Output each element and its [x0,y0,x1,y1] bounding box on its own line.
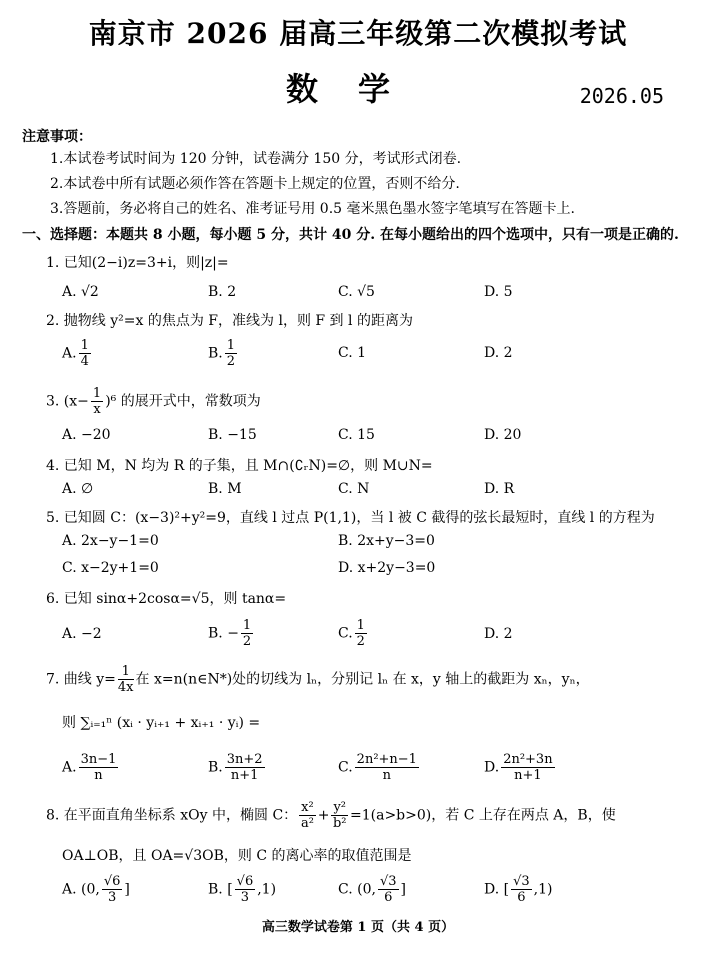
exam-date: 2026.05 [579,84,664,108]
q5-option-c: C. x−2y+1=0 [62,560,159,576]
q4-option-a: A. ∅ [62,481,94,497]
note-item: 1.本试卷考试时间为 120 分钟，试卷满分 150 分，考试形式闭卷. [50,151,462,167]
note-item: 2.本试卷中所有试题必须作答在答题卡上规定的位置，否则不给分. [50,176,460,192]
q8-option-c: C. (0, $\frac{√3}{6}$ ] [338,874,406,905]
q1-option-b: B. 2 [208,284,237,300]
fraction: $\frac{1}{2}$ [356,618,365,649]
question-5-stem: 5. 已知圆 C：(x−3)²+y²=9，直线 l 过点 P(1,1)，当 l 被 C 截得的弦长最短时，直线 l 的方程为 [46,510,655,526]
question-7-line2: 则 ∑ᵢ₌₁ⁿ (xᵢ · yᵢ₊₁ + xᵢ₊₁ · yᵢ) = [62,715,261,731]
question-7-stem: 7. 曲线 y= $\frac{1}{4x}$ 在 x=n(n∈N*)处的切线为 lₙ，分别记 lₙ 在 x，y 轴上的截距为 xₙ，yₙ， [46,664,590,695]
fraction: $\frac{1}{4x}$ [117,664,134,695]
q3-option-b: B. −15 [208,427,257,443]
q7-option-c: C. $\frac{\text{2n²+n−1}}{n}$ [338,752,417,783]
q2-option-c: C. 1 [338,345,367,361]
q4-option-b: B. M [208,481,242,497]
question-2-stem: 2. 抛物线 y²=x 的焦点为 F，准线为 l，则 F 到 l 的距离为 [46,313,413,329]
q5-option-d: D. x+2y−3=0 [338,560,436,576]
question-4-stem: 4. 已知 M，N 均为 R 的子集，且 M∩(∁ᵣN)=∅，则 M∪N= [46,458,433,474]
fraction: $\frac{3n-1}{n}$ [80,752,117,783]
fraction: $\frac{1}{4}$ [80,338,89,369]
question-1-stem: 1. 已知(2−i)z=3+i，则|z|= [46,255,229,271]
q7-option-a: A. $\frac{3n-1}{n}$ [62,752,117,783]
fraction: $\frac{√3}{6}$ [379,874,397,905]
q5-option-b: B. 2x+y−3=0 [338,533,435,549]
fraction: $\frac{1}{2}$ [226,338,236,369]
q5-option-a: A. 2x−y−1=0 [62,533,159,549]
exam-title: 南京市 2026 届高三年级第二次模拟考试 [88,17,628,50]
question-8-stem: 8. 在平面直角坐标系 xOy 中，椭圆 C： $\frac{\text{x²}}{\text{a²}}$ + $\frac{\text{y²}}{\text{b²}}$ =1(a>b>0)，若 C 上存在两点 A，B，使 [46,800,616,831]
question-8-line2: OA⊥OB，且 OA=√3OB，则 C 的离心率的取值范围是 [62,848,412,864]
fraction: $\frac{1}{x}$ [92,386,102,417]
fraction: $\frac{\text{2n²+3n}}{n+1}$ [503,752,553,783]
fraction: $\frac{\text{2n²+n−1}}{n}$ [356,752,417,783]
q2-option-d: D. 2 [484,345,513,361]
fraction: $\frac{√6}{3}$ [103,874,121,905]
question-6-stem: 6. 已知 sinα+2cosα=√5，则 tanα= [46,591,287,607]
page-footer: 高三数学试卷第 1 页（共 4 页） [261,920,455,935]
q7-option-b: B. $\frac{3n+2}{n+1}$ [208,752,263,783]
q4-option-d: D. R [484,481,515,497]
q7-option-d: D. $\frac{\text{2n²+3n}}{n+1}$ [484,752,553,783]
question-3-stem: 3. (x− $\frac{1}{x}$ )⁶ 的展开式中，常数项为 [46,386,261,417]
q8-option-b: B. [ $\frac{√6}{3}$ ,1) [208,874,277,905]
fraction: $\frac{1}{2}$ [242,618,252,649]
q1-option-a: A. √2 [62,284,99,300]
section-heading: 一、选择题：本题共 8 小题，每小题 5 分，共计 40 分. 在每小题给出的四个选项中，只有一项是正确的. [22,227,679,243]
notes-heading: 注意事项： [22,129,92,145]
q3-option-c: C. 15 [338,427,375,443]
note-item: 3.答题前，务必将自己的姓名、准考证号用 0.5 毫米黑色墨水签字笔填写在答题卡上. [50,201,575,217]
q6-option-a: A. −2 [62,626,102,642]
q2-option-b: B. $\frac{1}{2}$ [208,338,236,369]
fraction: $\frac{√6}{3}$ [236,874,254,905]
q3-option-d: D. 20 [484,427,522,443]
q8-option-a: A. (0, $\frac{√6}{3}$ ] [62,874,130,905]
fraction: $\frac{√3}{6}$ [513,874,530,905]
q4-option-c: C. N [338,481,370,497]
subject-title: 数学 [285,70,430,108]
q1-option-c: C. √5 [338,284,375,300]
fraction: $\frac{\text{x²}}{\text{a²}}$ [300,800,314,831]
q6-option-b: B. − $\frac{1}{2}$ [208,618,252,649]
q6-option-d: D. 2 [484,626,513,642]
q1-option-d: D. 5 [484,284,513,300]
q2-option-a: A. $\frac{1}{4}$ [62,338,89,369]
q3-option-a: A. −20 [62,427,111,443]
fraction: $\frac{3n+2}{n+1}$ [226,752,263,783]
q8-option-d: D. [ $\frac{√3}{6}$ ,1) [484,874,553,905]
q6-option-c: C. $\frac{1}{2}$ [338,618,365,649]
fraction: $\frac{\text{y²}}{\text{b²}}$ [332,800,347,831]
